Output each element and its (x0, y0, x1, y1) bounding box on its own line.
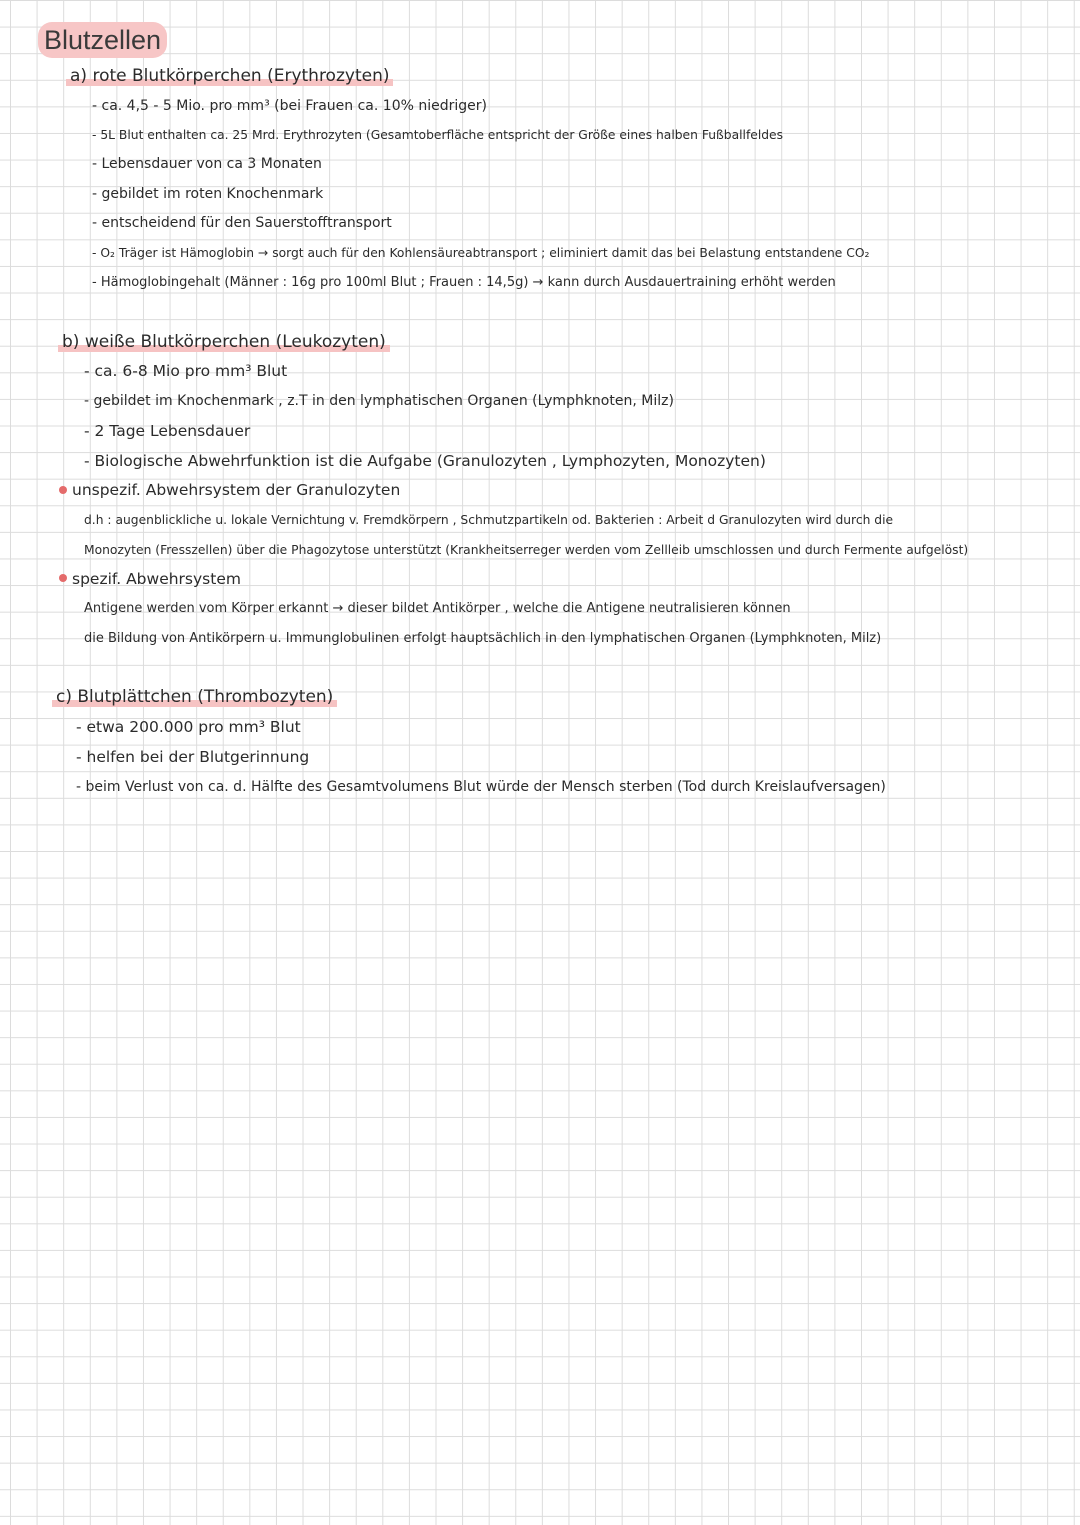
unspecific-defense-heading: unspezif. Abwehrsystem der Granulozyten (72, 481, 401, 499)
section-a-heading: a) rote Blutkörperchen (Erythrozyten) (66, 64, 393, 88)
section-b-line: - Biologische Abwehrfunktion ist die Aufgabe (Granulozyten , Lymphozyten, Monozyten) (84, 452, 766, 470)
section-c-line: - helfen bei der Blutgerinnung (76, 748, 310, 766)
section-a-line: - gebildet im roten Knochenmark (92, 186, 324, 202)
section-a-line: - ca. 4,5 - 5 Mio. pro mm³ (bei Frauen ca. 10% niedriger) (92, 98, 487, 114)
section-a-line: - 5L Blut enthalten ca. 25 Mrd. Erythrozyten (Gesamtoberfläche entspricht der Größe eines halben Fußballfeldes (92, 128, 784, 142)
section-b-line: - 2 Tage Lebensdauer (84, 422, 251, 440)
specific-defense-line: die Bildung von Antikörpern u. Immunglobulinen erfolgt hauptsächlich in den lymphatischen Organen (Lymphknoten, Milz) (84, 631, 882, 646)
section-a-line: - Lebensdauer von ca 3 Monaten (92, 156, 322, 172)
bullet-dot-icon (59, 486, 67, 494)
section-b-heading: b) weiße Blutkörperchen (Leukozyten) (58, 330, 390, 354)
section-a-line: - entscheidend für den Sauerstofftransport (92, 215, 392, 231)
specific-defense-line: Antigene werden vom Körper erkannt → dieser bildet Antikörper , welche die Antigene neutralisieren können (84, 601, 791, 616)
unspecific-defense-line: d.h : augenblickliche u. lokale Vernichtung v. Fremdkörpern , Schmutzpartikeln od. Bakterien : Arbeit d Granulozyten wird durch die (84, 513, 894, 527)
section-c-line: - etwa 200.000 pro mm³ Blut (76, 718, 301, 736)
section-a-line: - Hämoglobingehalt (Männer : 16g pro 100ml Blut ; Frauen : 14,5g) → kann durch Ausdauertraining erhöht werden (92, 275, 836, 290)
section-b-line: - gebildet im Knochenmark , z.T in den lymphatischen Organen (Lymphknoten, Milz) (84, 393, 674, 409)
section-c-heading: c) Blutplättchen (Thrombozyten) (52, 685, 337, 709)
page-title: Blutzellen (38, 22, 167, 58)
specific-defense-heading: spezif. Abwehrsystem (72, 570, 241, 588)
section-c-line: - beim Verlust von ca. d. Hälfte des Gesamtvolumens Blut würde der Mensch sterben (Tod durch Kreislaufversagen) (76, 779, 886, 795)
section-a-line: - O₂ Träger ist Hämoglobin → sorgt auch für den Kohlensäureabtransport ; eliminiert damit das bei Belastung entstandene CO₂ (92, 246, 870, 260)
section-b-line: - ca. 6-8 Mio pro mm³ Blut (84, 362, 288, 380)
bullet-dot-icon (59, 574, 67, 582)
unspecific-defense-line: Monozyten (Fresszellen) über die Phagozytose unterstützt (Krankheitserreger werden vom Zellleib umschlossen und durch Fermente aufgelöst) (84, 543, 969, 557)
